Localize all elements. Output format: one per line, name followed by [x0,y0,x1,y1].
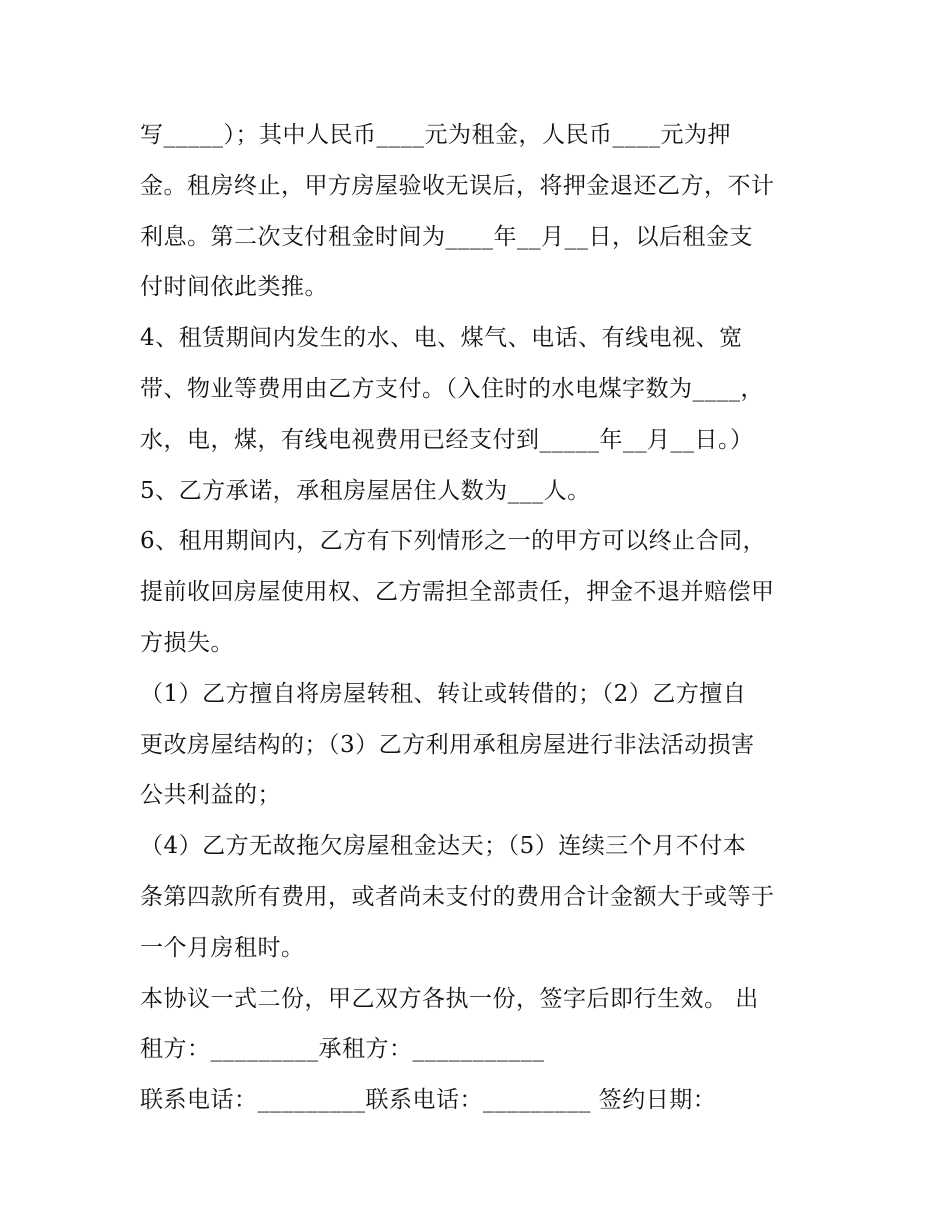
contract-page [140,110,830,1126]
condition-line-2: 更改房屋结构的；（3）乙方利用承租房屋进行非法活动损害 [140,731,755,758]
text-line-3: 利息。第二次支付租金时间为____年__月__日，以后租金支 [140,223,753,250]
condition-line-1: （1）乙方擅自将房屋转租、转让或转借的；（2）乙方擅自 [140,680,747,707]
clause-4-line-2: 带、物业等费用由乙方支付。（入住时的水电煤字数为____， [140,375,764,402]
signature-parties-line: 租方：_________承租方：___________ [140,1036,545,1063]
condition-line-6: 一个月房租时。 [140,934,305,961]
clause-6-line-2: 提前收回房屋使用权、乙方需担全部责任，押金不退并赔偿甲 [140,579,775,606]
text-line-4: 付时间依此类推。 [140,274,328,301]
clause-6-line-1: 6、租用期间内，乙方有下列情形之一的甲方可以终止合同， [140,528,767,555]
text-line-2: 金。租房终止，甲方房屋验收无误后，将押金退还乙方，不计 [140,172,775,199]
effective-clause-line: 本协议一式二份，甲乙双方各执一份，签字后即行生效。 出 [140,985,759,1012]
clause-6-line-3: 方损失。 [140,629,234,656]
text-line-1: 写_____）；其中人民币____元为租金，人民币____元为押 [140,122,731,148]
condition-line-3: 公共利益的； [140,782,281,809]
clause-5-line-1: 5、乙方承诺，承租房屋居住人数为___人。 [140,477,591,504]
condition-line-4: （4）乙方无故拖欠房屋租金达天；（5）连续三个月不付本 [140,833,747,860]
condition-line-5: 条第四款所有费用，或者尚未支付的费用合计金额大于或等于 [140,883,775,910]
clause-4-line-3: 水，电，煤，有线电视费用已经支付到_____年__月__日。） [140,426,754,453]
signature-contact-line: 联系电话：_________联系电话：_________ 签约日期： [140,1087,717,1114]
clause-4-line-1: 4、租赁期间内发生的水、电、煤气、电话、有线电视、宽 [140,325,743,352]
